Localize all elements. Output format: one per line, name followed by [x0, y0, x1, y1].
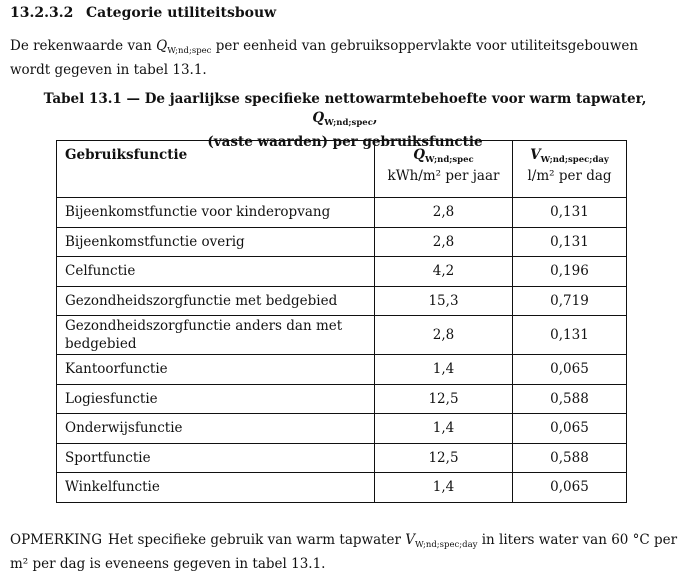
- cell-function: Logiesfunctie: [57, 384, 375, 414]
- cell-v: 0,065: [513, 473, 627, 503]
- section-number: 13.2.3.2: [10, 5, 74, 21]
- table-row: [57, 443, 627, 473]
- table-row: [57, 257, 627, 287]
- header-v-subscript: W;nd;spec;day: [540, 155, 609, 165]
- cell-v: 0,196: [513, 257, 627, 287]
- cell-function: Onderwijsfunctie: [57, 414, 375, 444]
- table-row: [57, 316, 627, 355]
- note-symbol: V: [405, 532, 416, 548]
- header-q-subscript: W;nd;spec: [425, 155, 474, 165]
- cell-v: 0,131: [513, 198, 627, 228]
- cell-q: 2,8: [375, 198, 513, 228]
- header-function: Gebruiksfunctie: [57, 141, 375, 198]
- intro-text-before: De rekenwaarde van: [10, 38, 157, 54]
- header-q-unit: kWh/m² per jaar: [387, 168, 500, 184]
- cell-q: 12,5: [375, 443, 513, 473]
- section-title: Categorie utiliteitsbouw: [86, 5, 277, 21]
- intro-symbol: Q: [156, 38, 168, 54]
- header-v-unit: l/m² per dag: [527, 168, 612, 184]
- table-row: [57, 198, 627, 228]
- caption-line1-end: ,: [372, 110, 378, 126]
- table-row: [57, 384, 627, 414]
- cell-q: 1,4: [375, 355, 513, 385]
- cell-q: 1,4: [375, 473, 513, 503]
- table-row: [57, 473, 627, 503]
- header-q-symbol: Q: [413, 147, 426, 163]
- cell-function: Celfunctie: [57, 257, 375, 287]
- caption-symbol-subscript: W;nd;spec: [324, 118, 373, 128]
- cell-v: 0,065: [513, 414, 627, 444]
- caption-line1: Tabel 13.1 — De jaarlijkse specifieke nettowarmtebehoefte voor warm tapwater,: [43, 91, 647, 107]
- table-row: [57, 355, 627, 385]
- cell-q: 4,2: [375, 257, 513, 287]
- cell-function: Sportfunctie: [57, 443, 375, 473]
- cell-v: 0,588: [513, 384, 627, 414]
- cell-v: 0,131: [513, 227, 627, 257]
- note-paragraph: [10, 531, 680, 574]
- table-header-row: [57, 141, 627, 198]
- table-row: [57, 414, 627, 444]
- note-label: OPMERKING: [10, 532, 103, 548]
- intro-symbol-subscript: W;nd;spec: [167, 46, 212, 56]
- cell-v: 0,588: [513, 443, 627, 473]
- cell-function: Gezondheidszorgfunctie met bedgebied: [57, 286, 375, 316]
- cell-v: 0,719: [513, 286, 627, 316]
- section-heading: [10, 5, 276, 21]
- cell-function: Gezondheidszorgfunctie anders dan met bedgebied: [57, 316, 375, 355]
- intro-text-after: per eenheid van gebruiksoppervlakte voor utiliteitsgebouwen wordt gegeven in tabel 13.1.: [10, 38, 639, 78]
- caption-line2: (vaste waarden) per gebruiksfunctie: [207, 134, 483, 150]
- header-q: [375, 141, 513, 198]
- note-text-before: Het specifieke gebruik van warm tapwater: [108, 532, 406, 548]
- table-row: [57, 227, 627, 257]
- cell-v: 0,065: [513, 355, 627, 385]
- caption-symbol: Q: [312, 110, 325, 126]
- table-row: [57, 286, 627, 316]
- cell-q: 1,4: [375, 414, 513, 444]
- header-v: [513, 141, 627, 198]
- intro-paragraph: [10, 37, 675, 80]
- cell-q: 15,3: [375, 286, 513, 316]
- cell-v: 0,131: [513, 316, 627, 355]
- cell-function: Bijeenkomstfunctie voor kinderopvang: [57, 198, 375, 228]
- cell-q: 2,8: [375, 316, 513, 355]
- data-table: [56, 140, 627, 503]
- note-symbol-subscript: W;nd;spec;day: [415, 540, 478, 550]
- cell-function: Winkelfunctie: [57, 473, 375, 503]
- cell-q: 2,8: [375, 227, 513, 257]
- header-v-symbol: V: [530, 147, 541, 163]
- cell-function: Bijeenkomstfunctie overig: [57, 227, 375, 257]
- cell-q: 12,5: [375, 384, 513, 414]
- note-text-after: in liters water van 60 °C per m² per dag is eveneens gegeven in tabel 13.1.: [10, 532, 678, 572]
- cell-function: Kantoorfunctie: [57, 355, 375, 385]
